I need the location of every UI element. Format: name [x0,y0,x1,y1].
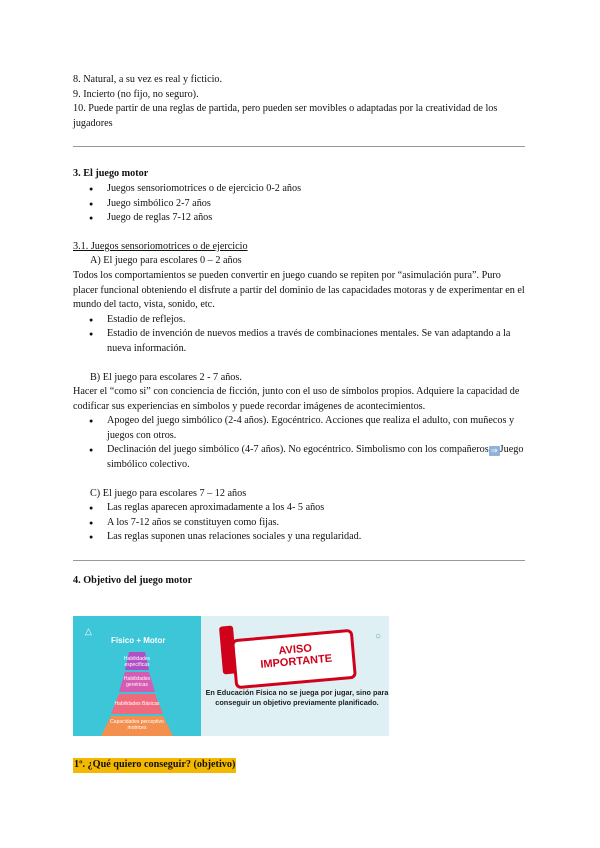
arrow-right-icon: ⇒ [489,446,500,456]
subsection-a-heading: A) El juego para escolares 0 – 2 años [90,255,242,267]
subsection-b-heading: B) El juego para escolares 2 - 7 años. [90,371,242,383]
section-4-title: 4. Objetivo del juego motor [73,575,193,587]
list-item-10: 10. Puede partir de una reglas de partida, pero pueden ser movibles o adaptadas por la creatividad de los jugadores [73,103,498,129]
list-item: ● A los 7-12 años se constituyen como fijas. [73,516,525,531]
question-line [73,758,236,773]
aviso-stamp [231,629,357,689]
list-item: ● Juegos sensoriomotrices o de ejercicio 0-2 años [73,182,525,197]
list-item-text: Juego simbólico colectivo. [107,444,524,471]
section-3-title: 3. El juego motor [73,168,149,180]
subsection-b-list [73,414,525,472]
list-item: ● Las reglas suponen unas relaciones sociales y una regularidad. [73,530,525,545]
list-item: ● Estadio de reflejos. [73,313,525,328]
highlighted-question: 1º. ¿Qué quiero conseguir? (objetivo) [73,758,236,773]
section-3-1-title: 3.1. Juegos sensoriomotrices o de ejercicio [73,240,248,252]
subsection-b-text: Hacer el “como si” con conciencia de ficción, junto con el uso de símbolos propios. Adquiere la capacidad de codificar sus experiencias en símbolos y puede recordar imágenes de acontecimientos. [73,386,520,412]
list-item: ● Juego de reglas 7-12 años [73,211,525,226]
notice-banner-image [73,616,389,736]
list-item: ● Las reglas aparecen aproximadamente a los 4- 5 años [73,501,525,516]
pyramid-panel [73,616,201,736]
subsection-a-text: Todos los comportamientos se pueden convertir en juego cuando se repiten por “asimulación pura”. Puro placer funcional obteniendo el disfrute a partir del dominio de las capacidades motoras y de experimentar en el mundo del tacto, vista, sonido, etc. [73,269,525,311]
triangle-icon: △ [85,626,92,636]
section-3-list [73,182,525,226]
circle-icon: ○ [374,631,381,642]
stamp-text: AVISO IMPORTANTE [259,642,333,671]
list-item [73,443,525,472]
pyramid-label: Habilidades genéricas [123,676,151,688]
document-page [73,73,525,589]
list-item: ● Juego simbólico 2-7 años [73,197,525,212]
notice-text: En Educación Física no se juega por jugar, sino para conseguir un objetivo previamente planificado. [205,688,389,707]
pyramid-label: Capacidades perceptivo motrices [110,719,164,731]
pyramid-label: Habilidades específicas [123,656,151,668]
list-item-8: 8. Natural, a su vez es real y ficticio. [73,74,223,85]
pyramid-title: Físico + Motor [111,636,166,645]
subsection-a-list [73,313,525,357]
pyramid-label: Habilidades Básicas [114,701,160,707]
list-item-9: 9. Incierto (no fijo, no seguro). [73,88,199,100]
list-item: ● Estadio de invención de nuevos medios a través de combinaciones mentales. Se van adaptando a la nueva información. [73,327,525,356]
subsection-c-heading: C) El juego para escolares 7 – 12 años [90,487,247,499]
list-item: ● Apogeo del juego simbólico (2-4 años). Egocéntrico. Acciones que realiza el adulto, con muñecos y juegos con otros. [73,414,525,443]
list-item-text: Declinación del juego simbólico (4-7 años). No egocéntrico. Simbolismo con los compañeros [107,444,489,456]
subsection-c-list [73,501,525,545]
